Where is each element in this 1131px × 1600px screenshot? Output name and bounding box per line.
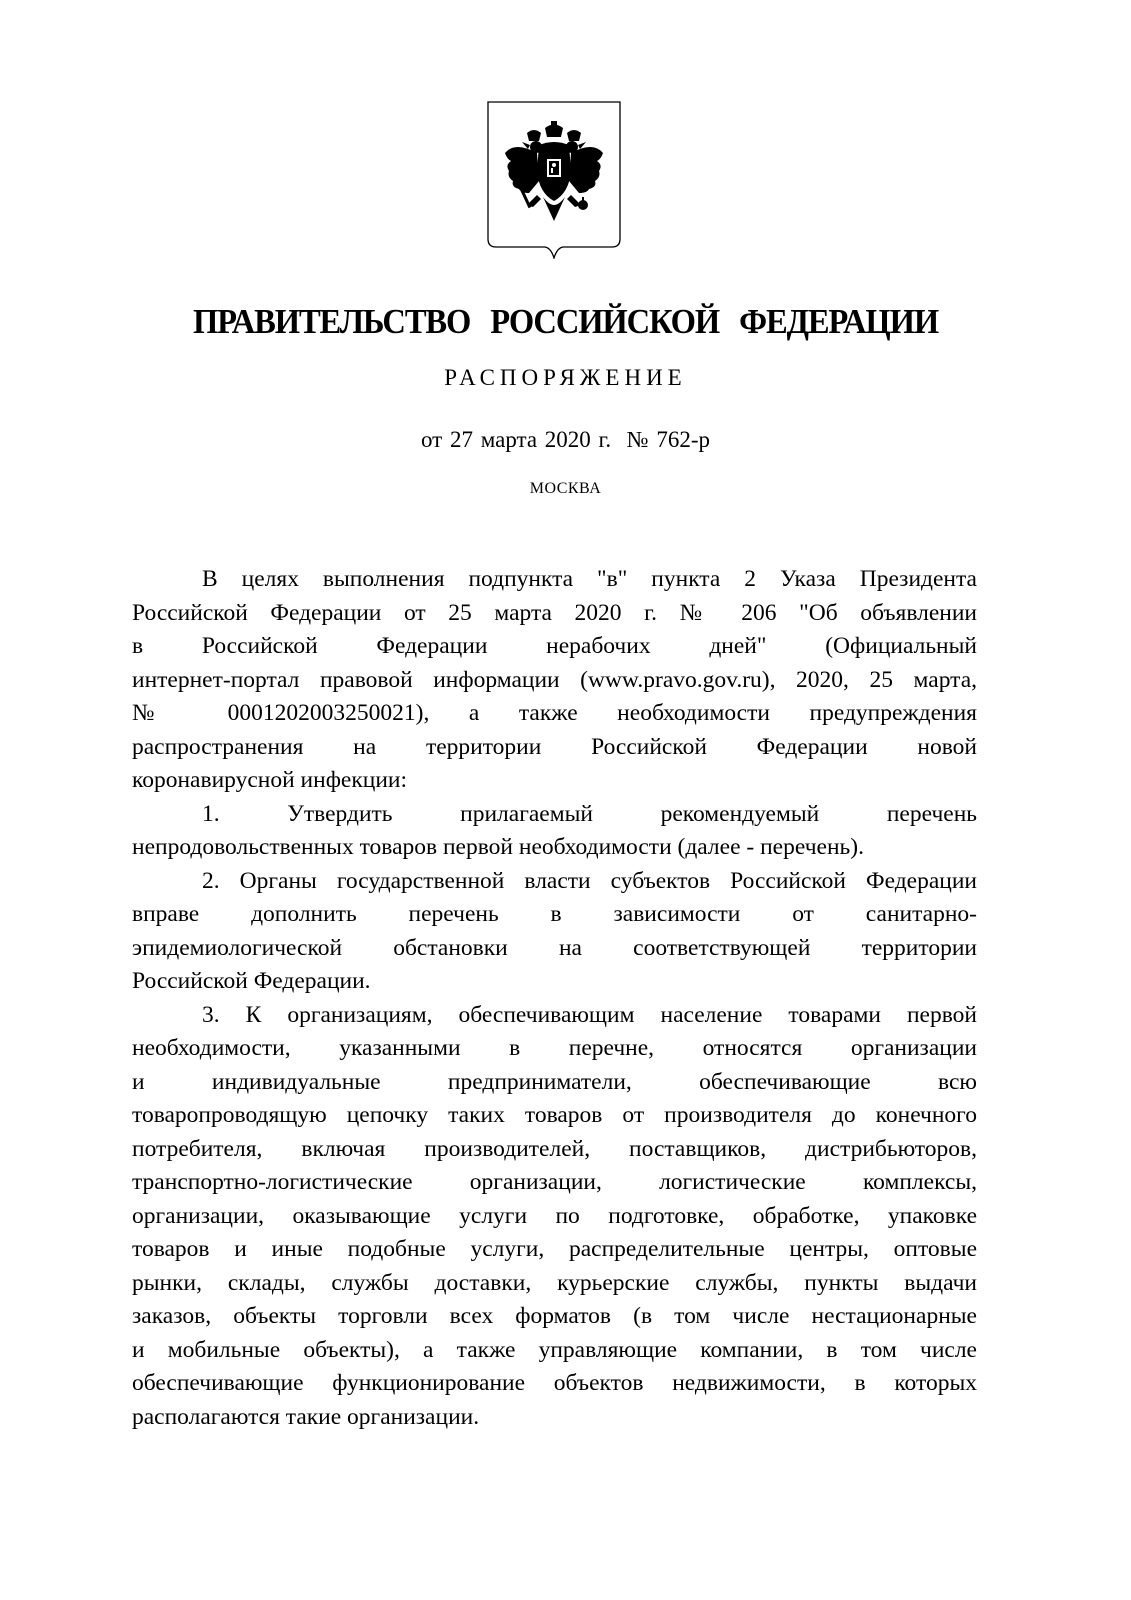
text-line: и индивидуальные предприниматели, обеспечивающие всю: [132, 1068, 977, 1095]
document-body: [132, 563, 977, 1434]
text-line: необходимости, указанными в перечне, относятся организации: [132, 1035, 977, 1061]
text-line: располагаются такие организации.: [132, 1403, 480, 1430]
text-line: Российской Федерации.: [132, 968, 371, 994]
text-line: потребителя, включая производителей, поставщиков, дистрибьюторов,: [132, 1135, 977, 1162]
text-line: коронавирусной инфекции:: [132, 767, 408, 793]
text-line: распространения на территории Российской Федерации новой: [132, 733, 977, 760]
text-line: эпидемиологической обстановки на соответствующей территории: [132, 934, 977, 961]
paragraph-item-1: [132, 798, 977, 865]
coat-of-arms-emblem: [487, 101, 621, 259]
text-line: непродовольственных товаров первой необходимости (далее - перечень).: [132, 834, 864, 860]
text-line: заказов, объекты торговли всех форматов (в том числе нестационарные: [132, 1303, 977, 1329]
text-line: и мобильные объекты), а также управляющие компании, в том числе: [132, 1336, 977, 1363]
text-line: № 0001202003250021), а также необходимости предупреждения: [132, 700, 977, 726]
text-line: рынки, склады, службы доставки, курьерские службы, пункты выдачи: [132, 1269, 977, 1296]
text-line: обеспечивающие функционирование объектов недвижимости, в которых: [132, 1370, 977, 1396]
text-line: вправе дополнить перечень в зависимости от санитарно-: [132, 901, 977, 927]
text-line: товаропроводящую цепочку таких товаров от производителя до конечного: [132, 1102, 977, 1128]
text-line: в Российской Федерации нерабочих дней" (Официальный: [132, 633, 977, 659]
paragraph-item-2: [132, 865, 977, 999]
text-line: 3. К организациям, обеспечивающим население товарами первой: [202, 1001, 977, 1028]
government-title: ПРАВИТЕЛЬСТВО РОССИЙСКОЙ ФЕДЕРАЦИИ: [192, 302, 939, 341]
text-line: 1. Утвердить прилагаемый рекомендуемый перечень: [202, 800, 977, 827]
text-line: Российской Федерации от 25 марта 2020 г. № 206 "Об объявлении: [132, 599, 977, 626]
document-type: РАСПОРЯЖЕНИЕ: [444, 365, 687, 390]
text-line: транспортно-логистические организации, логистические комплексы,: [132, 1169, 977, 1195]
document-city: МОСКВА: [529, 480, 602, 497]
paragraph-item-3: [132, 999, 977, 1435]
text-line: 2. Органы государственной власти субъектов Российской Федерации: [202, 867, 977, 894]
text-line: товаров и иные подобные услуги, распределительные центры, оптовые: [132, 1236, 977, 1262]
paragraph-preamble: [132, 563, 977, 798]
text-line: В целях выполнения подпункта "в" пункта 2 Указа Президента: [202, 566, 977, 592]
text-line: организации, оказывающие услуги по подготовке, обработке, упаковке: [132, 1202, 977, 1229]
text-line: интернет-портал правовой информации (www.pravo.gov.ru), 2020, 25 марта,: [132, 666, 977, 693]
document-date-number: от 27 марта 2020 г. № 762-р: [420, 427, 711, 452]
